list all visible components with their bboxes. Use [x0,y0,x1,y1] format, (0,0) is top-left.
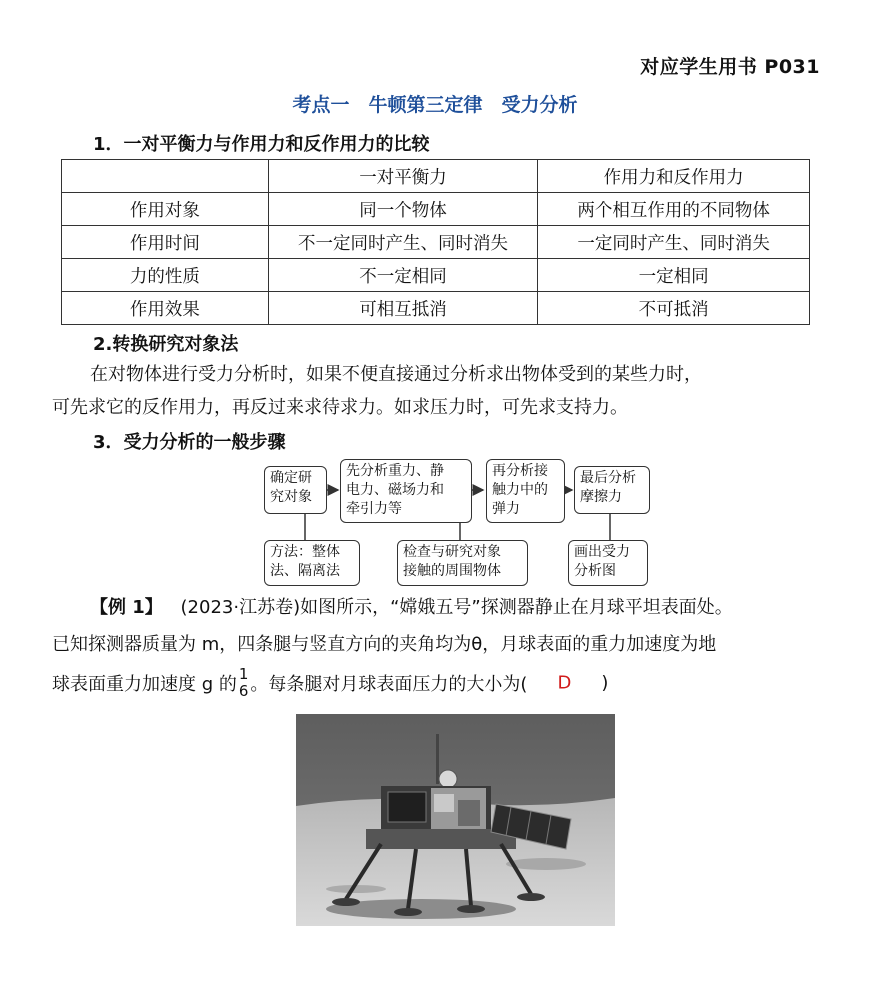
table-cell: 两个相互作用的不同物体 [538,193,810,226]
part3-heading: 3．受力分析的一般步骤 [93,432,286,453]
table-cell: 不一定相同 [268,259,538,292]
lander-photo [296,714,615,926]
fraction-denominator: 6 [238,682,249,700]
example-source: (2023·江苏卷) [180,597,301,618]
table-header-cell: 作用力和反作用力 [538,160,810,193]
table-cell: 不可抵消 [538,292,810,325]
table-row [62,292,810,325]
paragraph-line: 可先求它的反作用力，再反过来求待求力。如求压力时，可先求支持力。 [52,397,628,418]
box-line: 电力、磁场力和 [346,482,444,498]
table-cell: 力的性质 [62,259,269,292]
answer-choice: D [557,672,572,694]
table-cell: 作用效果 [62,292,269,325]
fraction-numerator: 1 [238,665,249,683]
table-cell: 作用时间 [62,226,269,259]
example-text: 。每条腿对月球表面压力的大小为( [250,674,528,695]
box-line: 确定研 [270,470,312,486]
flow-step-friction [574,466,650,514]
comparison-table [61,159,810,325]
example-line-1 [52,595,842,621]
table-cell: 同一个物体 [268,193,538,226]
part1-heading: 1．一对平衡力与作用力和反作用力的比较 [93,134,430,155]
example-text: 球表面重力加速度 g 的 [52,674,237,695]
flow-note-check-surroundings [397,540,528,586]
part2-paragraph [52,358,822,424]
example-text: ) [601,672,609,694]
table-cell: 不一定同时产生、同时消失 [268,226,538,259]
paragraph-line: 在对物体进行受力分析时，如果不便直接通过分析求出物体受到的某些力时， [90,364,702,385]
example-text: 如图所示，“嫦娥五号”探测器静止在月球平坦表面处。 [300,597,733,618]
example-line-2: 已知探测器质量为 m，四条腿与竖直方向的夹角均为θ，月球表面的重力加速度为地 [52,634,717,655]
box-line: 最后分析 [580,470,636,486]
table-header-row [62,160,810,193]
box-line: 接触的周围物体 [403,563,501,579]
lander-illustration [296,714,615,926]
section-title: 考点一 牛顿第三定律 受力分析 [292,94,578,116]
box-line: 弹力 [492,501,520,517]
box-line: 分析图 [574,563,616,579]
table-cell: 一定同时产生、同时消失 [538,226,810,259]
box-line: 画出受力 [574,544,630,560]
box-line: 触力中的 [492,482,548,498]
table-cell: 一定相同 [538,259,810,292]
flow-step-identify-object [264,466,327,514]
part2-heading: 2.转换研究对象法 [93,334,239,355]
box-line: 方法：整体 [270,544,340,560]
flow-step-elastic-forces [486,459,565,523]
table-row [62,193,810,226]
box-line: 摩擦力 [580,489,622,505]
flow-step-field-forces [340,459,472,523]
book-page-reference: 对应学生用书 P031 [640,56,820,78]
box-line: 法、隔离法 [270,563,340,579]
table-cell: 作用对象 [62,193,269,226]
fraction-one-sixth [239,666,249,700]
table-header-cell [62,160,269,193]
table-row [62,259,810,292]
box-line: 究对象 [270,489,312,505]
table-cell: 可相互抵消 [268,292,538,325]
box-line: 牵引力等 [346,501,402,517]
flow-note-draw-diagram [568,540,648,586]
box-line: 再分析接 [492,463,548,479]
example-line-3 [52,666,842,710]
example-label: 【例 1】 [90,597,163,618]
box-line: 先分析重力、静 [346,463,444,479]
table-row [62,226,810,259]
box-line: 检查与研究对象 [403,544,501,560]
table-header-cell: 一对平衡力 [268,160,538,193]
flow-note-methods [264,540,360,586]
